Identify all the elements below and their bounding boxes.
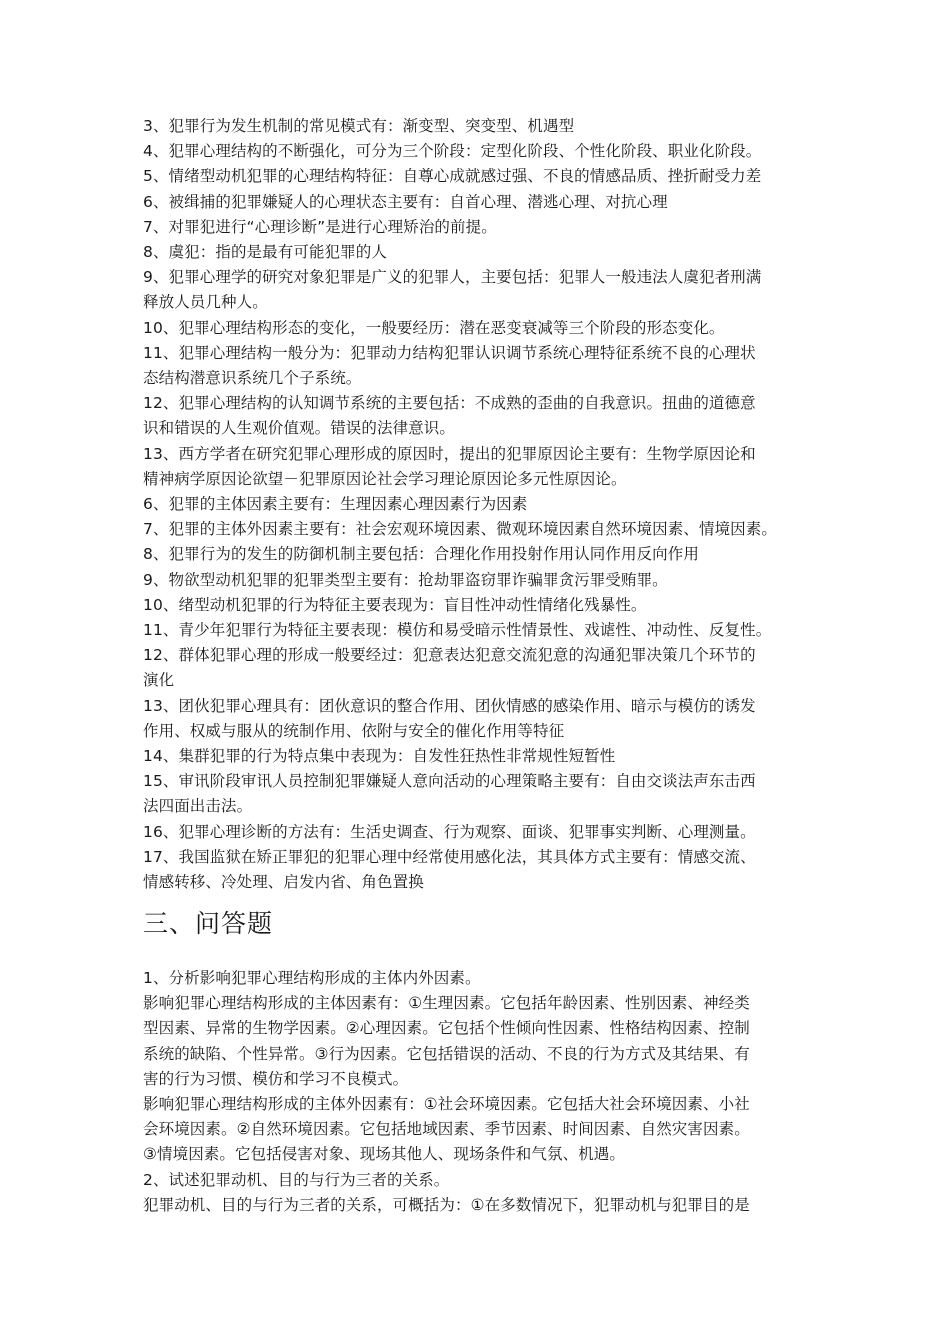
text-line: 11、青少年犯罪行为特征主要表现：模仿和易受暗示性情景性、戏谑性、冲动性、反复性。 — [143, 621, 772, 640]
answer-line: 1、分析影响犯罪心理结构形成的主体内外因素。 — [143, 969, 481, 987]
text-line: 6、被缉捕的犯罪嫌疑人的心理状态主要有：自首心理、潜逃心理、对抗心理 — [143, 192, 668, 211]
text-line: 13、西方学者在研究犯罪心理形成的原因时，提出的犯罪原因论主要有：生物学原因论和 — [143, 444, 756, 463]
text-line: 13、团伙犯罪心理具有：团伙意识的整合作用、团伙情感的感染作用、暗示与模仿的诱发 — [143, 696, 756, 715]
text-line: 法四面出击法。 — [143, 797, 253, 816]
text-line: 4、犯罪心理结构的不断强化，可分为三个阶段：定型化阶段、个性化阶段、职业化阶段。 — [143, 142, 762, 161]
text-line: 9、犯罪心理学的研究对象犯罪是广义的犯罪人，主要包括：犯罪人一般违法人虞犯者刑满 — [143, 268, 762, 287]
qa-section — [143, 966, 833, 1218]
text-line: 3、犯罪行为发生机制的常见模式有：渐变型、突变型、机遇型 — [143, 117, 575, 135]
answer-line: 会环境因素。②自然环境因素。它包括地域因素、季节因素、时间因素、自然灾害因素。 — [143, 1120, 750, 1139]
text-line: 5、情绪型动机犯罪的心理结构特征：自尊心成就感过强、不良的情感品质、挫折耐受力差 — [143, 167, 762, 186]
fill-in-answers-list — [143, 114, 833, 895]
text-line: 8、虞犯：指的是最有可能犯罪的人 — [143, 243, 387, 262]
answer-line: 影响犯罪心理结构形成的主体因素有：①生理因素。它包括年龄因素、性别因素、神经类 — [143, 994, 750, 1013]
text-line: 作用、权威与服从的统制作用、依附与安全的催化作用等特征 — [143, 721, 565, 740]
answer-line: 2、试述犯罪动机、目的与行为三者的关系。 — [143, 1170, 450, 1189]
text-line: 情感转移、冷处理、启发内省、角色置换 — [143, 873, 424, 892]
text-line: 态结构潜意识系统几个子系统。 — [143, 369, 362, 388]
text-line: 演化 — [143, 671, 175, 690]
text-line: 9、物欲型动机犯罪的犯罪类型主要有：抢劫罪盗窃罪诈骗罪贪污罪受贿罪。 — [143, 570, 668, 589]
answer-line: 犯罪动机、目的与行为三者的关系，可概括为：①在多数情况下，犯罪动机与犯罪目的是 — [143, 1195, 750, 1214]
text-line: 精神病学原因论欲望－犯罪原因论社会学习理论原因论多元性原因论。 — [143, 469, 627, 488]
text-line: 12、群体犯罪心理的形成一般要经过：犯意表达犯意交流犯意的沟通犯罪决策几个环节的 — [143, 646, 756, 665]
text-line: 10、犯罪心理结构形态的变化，一般要经历：潜在恶变衰减等三个阶段的形态变化。 — [143, 318, 725, 337]
text-line: 8、犯罪行为的发生的防御机制主要包括：合理化作用投射作用认同作用反向作用 — [143, 545, 699, 564]
text-line: 6、犯罪的主体因素主要有：生理因素心理因素行为因素 — [143, 495, 528, 514]
answer-line: 影响犯罪心理结构形成的主体外因素有：①社会环境因素。它包括大社会环境因素、小社 — [143, 1095, 750, 1114]
text-line: 7、对罪犯进行“心理诊断”是进行心理矫治的前提。 — [143, 217, 497, 236]
answer-line: 型因素、异常的生物学因素。②心理因素。它包括个性倾向性因素、性格结构因素、控制 — [143, 1019, 750, 1038]
text-line: 10、绪型动机犯罪的行为特征主要表现为：盲目性冲动性情绪化残暴性。 — [143, 595, 647, 614]
text-line: 识和错误的人生观价值观。错误的法律意识。 — [143, 419, 456, 438]
answer-line: ③情境因素。它包括侵害对象、现场其他人、现场条件和气氛、机遇。 — [143, 1145, 625, 1164]
answer-line: 系统的缺陷、个性异常。③行为因素。它包括错误的活动、不良的行为方式及其结果、有 — [143, 1044, 750, 1063]
text-line: 14、集群犯罪的行为特点集中表现为：自发性狂热性非常规性短暂性 — [143, 747, 616, 766]
text-line: 17、我国监狱在矫正罪犯的犯罪心理中经常使用感化法，其具体方式主要有：情感交流、 — [143, 847, 756, 866]
text-line: 16、犯罪心理诊断的方法有：生活史调查、行为观察、面谈、犯罪事实判断、心理测量。 — [143, 822, 756, 841]
text-line: 11、犯罪心理结构一般分为：犯罪动力结构犯罪认识调节系统心理特征系统不良的心理状 — [143, 343, 756, 362]
text-line: 释放人员几种人。 — [143, 293, 268, 312]
answer-line: 害的行为习惯、模仿和学习不良模式。 — [143, 1069, 409, 1088]
text-line: 15、审讯阶段审讯人员控制犯罪嫌疑人意向活动的心理策略主要有：自由交谈法声东击西 — [143, 772, 756, 791]
text-line: 7、犯罪的主体外因素主要有：社会宏观环境因素、微观环境因素自然环境因素、情境因素。 — [143, 520, 777, 539]
text-line: 12、犯罪心理结构的认知调节系统的主要包括：不成熟的歪曲的自我意识。扭曲的道德意 — [143, 394, 756, 413]
section-heading: 三、问答题 — [143, 909, 274, 938]
